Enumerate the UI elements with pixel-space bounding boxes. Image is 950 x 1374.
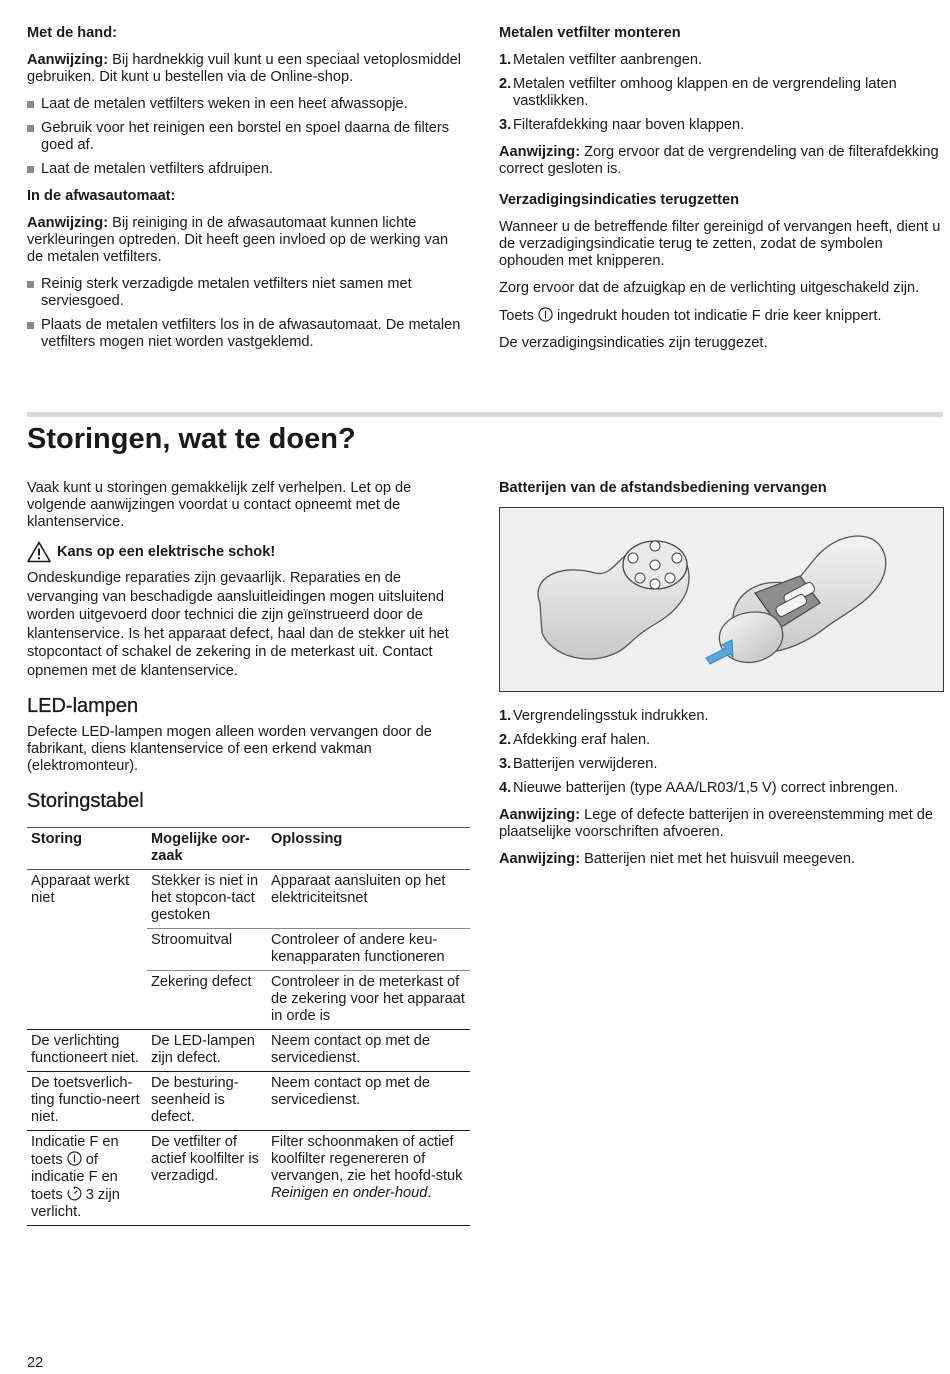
warning-triangle-icon — [27, 541, 51, 563]
battery-steps — [499, 708, 944, 797]
list-item: Reinig sterk verzadigde metalen vetfilters niet samen met serviesgoed. — [27, 276, 467, 310]
table-cell: Neem contact op met de servicedienst. — [267, 1072, 470, 1131]
reset-instruction: Toets ingedrukt houden tot indicatie F drie keer knippert. — [499, 308, 882, 324]
column-header: Mogelijke oor-zaak — [147, 828, 267, 870]
step-number: 4. — [499, 780, 512, 796]
note-text: Batterijen niet met het huisvuil meegeven. — [580, 851, 856, 867]
battery-note — [499, 851, 944, 868]
note-text: Bij hardnekkig vuil kunt u een speciaal vetoplosmiddel gebruiken. Dit kunt u bestellen via de Online-shop. — [27, 52, 461, 85]
note-text: Bij reiniging in de afwasautomaat kunnen lichte verkleuringen optreden. Dit heeft geen invloed op de werking van de metalen vetfilters. — [27, 215, 449, 265]
table-cell: Zekering defect — [147, 971, 267, 1030]
fault-table — [27, 827, 470, 1226]
reset-heading: Verzadigingsindicaties terugzetten — [499, 192, 740, 208]
dishwasher-bullet-list — [27, 276, 467, 351]
table-header-row — [27, 828, 470, 870]
note-label: Aanwijzing: — [499, 144, 581, 160]
step-text: Nieuwe batterijen (type AAA/LR03/1,5 V) correct inbrengen. — [513, 780, 899, 796]
reset-paragraph: De verzadigingsindicaties zijn teruggezet. — [499, 335, 768, 351]
list-item: Gebruik voor het reinigen een borstel en spoel daarna de filters goed af. — [27, 120, 467, 154]
column-header: Oplossing — [267, 828, 470, 870]
troubleshooting-column — [27, 480, 470, 1226]
bullet-icon — [27, 125, 34, 132]
step-item — [499, 732, 944, 749]
step-text: Afdekking eraf halen. — [513, 732, 651, 748]
battery-column — [499, 480, 944, 878]
step-text: Metalen vetfilter omhoog klappen en de vergrendeling laten vastklikken. — [513, 76, 897, 109]
section-divider — [27, 412, 943, 417]
mount-steps — [499, 52, 944, 134]
warning-text: Ondeskundige reparaties zijn gevaarlijk. Reparaties en de vervanging van beschadigde aansluitleidingen mogen uitsluitend worden uitgevoerd door technici die zijn geïnstrueerd door de klantenservice. Is het apparaat defect, haal dan de stekker uit het stopcontact of schakel de zekering in de meterkast uit. Contact opnemen met de klantenservice. — [27, 570, 449, 679]
hand-heading: Met de hand: — [27, 25, 117, 41]
battery-note — [499, 807, 944, 841]
hand-bullet-list — [27, 96, 467, 178]
table-row — [27, 1030, 470, 1072]
table-cell: Indicatie F en toets of indicatie F en toets 3 zijn verlicht. — [27, 1131, 147, 1226]
power-key-icon — [538, 307, 553, 322]
remote-control-illustration — [499, 507, 944, 692]
power-key-icon — [67, 1151, 82, 1166]
step-item — [499, 117, 944, 134]
table-heading: Storingstabel — [27, 790, 144, 812]
table-cell: Controleer of andere keu-kenapparaten functioneren — [267, 929, 470, 971]
table-cell: De LED-lampen zijn defect. — [147, 1030, 267, 1072]
page-number: 22 — [27, 1355, 44, 1371]
step-number: 2. — [499, 76, 512, 92]
step-text: Batterijen verwijderen. — [513, 756, 658, 772]
list-item: Plaats de metalen vetfilters los in de afwasautomaat. De metalen vetfilters mogen niet worden vastgeklemd. — [27, 317, 467, 351]
note-text: Zorg ervoor dat de vergrendeling van de filterafdekking correct gesloten is. — [499, 144, 939, 177]
step-number: 3. — [499, 756, 512, 772]
table-row — [27, 1131, 470, 1226]
bullet-icon — [27, 166, 34, 173]
table-cell: Apparaat aansluiten op het elektriciteitsnet — [267, 870, 470, 929]
table-cell: Apparaat werkt niet — [27, 870, 147, 1030]
warning-heading — [27, 541, 470, 563]
mount-reset-column — [499, 25, 944, 362]
note-label: Aanwijzing: — [499, 807, 581, 823]
dishwasher-heading: In de afwasautomaat: — [27, 188, 176, 204]
step-item — [499, 780, 944, 797]
section-title: Storingen, wat te doen? — [27, 423, 356, 455]
step-text: Filterafdekking naar boven klappen. — [513, 117, 745, 133]
step-number: 3. — [499, 117, 512, 133]
bullet-icon — [27, 101, 34, 108]
table-cell: De toetsverlich-ting functio-neert niet. — [27, 1072, 147, 1131]
step-text: Metalen vetfilter aanbrengen. — [513, 52, 703, 68]
note-label: Aanwijzing: — [499, 851, 581, 867]
led-paragraph: Defecte LED-lampen mogen alleen worden vervangen door de fabrikant, diens klantenservice of een erkend vakman (elektromonteur). — [27, 724, 432, 774]
list-item: Laat de metalen vetfilters weken in een heet afwassopje. — [27, 96, 467, 113]
step-text: Vergrendelingsstuk indrukken. — [513, 708, 709, 724]
battery-heading: Batterijen van de afstandsbediening vervangen — [499, 480, 827, 496]
bullet-icon — [27, 281, 34, 288]
table-cell: Stroomuitval — [147, 929, 267, 971]
step-item — [499, 76, 944, 110]
table-cell: De besturing-seenheid is defect. — [147, 1072, 267, 1131]
step-number: 2. — [499, 732, 512, 748]
table-row — [27, 1072, 470, 1131]
table-cell: Filter schoonmaken of actief koolfilter regenereren of vervangen, zie het hoofd-stuk Reinigen en onder-houd. — [267, 1131, 470, 1226]
note-label: Aanwijzing: — [27, 215, 109, 231]
dishwasher-note — [27, 215, 467, 266]
table-cell: Neem contact op met de servicedienst. — [267, 1030, 470, 1072]
table-row — [27, 870, 470, 929]
table-cell: Controleer in de meterkast of de zekering voor het apparaat in orde is — [267, 971, 470, 1030]
step-item — [499, 756, 944, 773]
mount-heading: Metalen vetfilter monteren — [499, 25, 681, 41]
step-item — [499, 52, 944, 69]
note-text: Lege of defecte batterijen in overeenstemming met de plaatselijke voorschriften afvoeren. — [499, 807, 933, 840]
list-item: Laat de metalen vetfilters afdruipen. — [27, 161, 467, 178]
bullet-icon — [27, 322, 34, 329]
column-header: Storing — [27, 828, 147, 870]
timer-key-icon — [67, 1186, 82, 1201]
reset-paragraph: Zorg ervoor dat de afzuigkap en de verlichting uitgeschakeld zijn. — [499, 280, 920, 296]
table-cell: De verlichting functioneert niet. — [27, 1030, 147, 1072]
note-label: Aanwijzing: — [27, 52, 109, 68]
intro-paragraph: Vaak kunt u storingen gemakkelijk zelf verhelpen. Let op de volgende aanwijzingen voordat u contact opneemt met de klantenservice. — [27, 480, 412, 530]
step-item — [499, 708, 944, 725]
reset-paragraph: Wanneer u de betreffende filter gereinigd of vervangen heeft, dient u de verzadigingsindicatie terug te zetten, zodat de symbolen ophouden met knipperen. — [499, 219, 941, 269]
hand-note — [27, 52, 467, 86]
table-cell: De vetfilter of actief koolfilter is verzadigd. — [147, 1131, 267, 1226]
step-number: 1. — [499, 708, 512, 724]
mount-note — [499, 144, 944, 178]
warning-title: Kans op een elektrische schok! — [57, 543, 276, 560]
cleaning-column — [27, 25, 467, 361]
remote-control-image — [500, 508, 943, 691]
led-heading: LED-lampen — [27, 695, 139, 717]
table-cell: Stekker is niet in het stopcon-tact gestoken — [147, 870, 267, 929]
step-number: 1. — [499, 52, 512, 68]
